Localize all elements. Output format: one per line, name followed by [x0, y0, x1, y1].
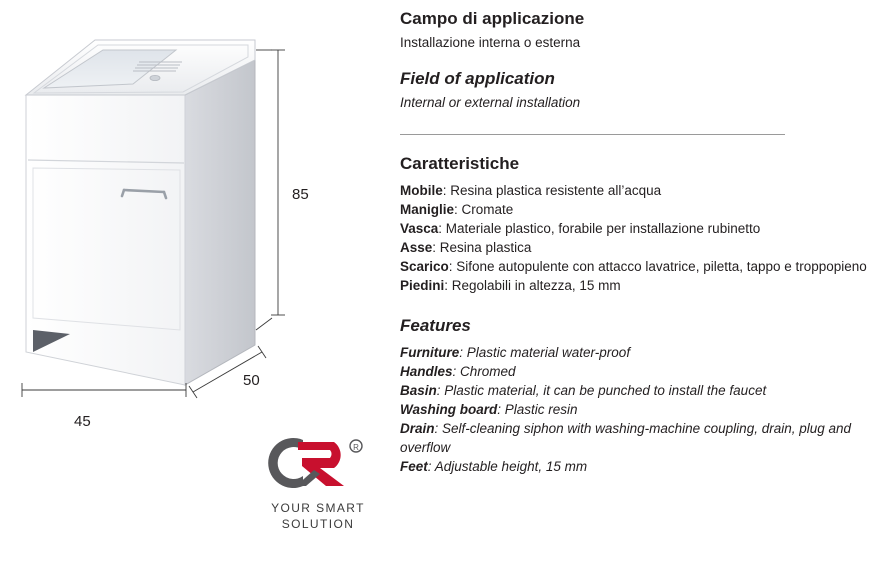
- features-title-it: Caratteristiche: [400, 154, 520, 173]
- list-item: [400, 343, 870, 362]
- application-text-it: Installazione interna o esterna: [400, 35, 581, 50]
- spec-key: Vasca: [400, 221, 439, 236]
- spec-value: : Resina plastica resistente all’acqua: [442, 183, 662, 198]
- brand-logo: [258, 432, 378, 531]
- list-item: [400, 276, 870, 295]
- spec-key: Drain: [400, 421, 435, 436]
- list-item: [400, 362, 870, 381]
- section-divider: [400, 134, 785, 135]
- list-item: [400, 181, 870, 200]
- list-item: [400, 381, 870, 400]
- spec-key: Asse: [400, 240, 433, 255]
- spec-value: : Self-cleaning siphon with washing-machine coupling, drain, plug and overflow: [400, 421, 852, 455]
- spec-key: Basin: [400, 383, 437, 398]
- spec-key: Scarico: [400, 259, 449, 274]
- spec-value: : Plastic resin: [497, 402, 578, 417]
- spec-value: : Regolabili in altezza, 15 mm: [444, 278, 621, 293]
- specifications-pane: [400, 0, 870, 572]
- cr-logo-icon: [258, 432, 378, 494]
- spec-value: : Materiale plastico, forabile per installazione rubinetto: [438, 221, 761, 236]
- spec-value: : Resina plastica: [432, 240, 532, 255]
- features-title-en: Features: [400, 316, 471, 335]
- application-title-it: Campo di applicazione: [400, 9, 585, 28]
- list-item: [400, 257, 870, 276]
- spec-key: Furniture: [400, 345, 460, 360]
- list-item: [400, 400, 870, 419]
- spec-value: : Sifone autopulente con attacco lavatrice, piletta, tappo e troppopieno: [448, 259, 867, 274]
- logo-tagline-line1: YOUR SMART: [271, 501, 365, 515]
- logo-tagline-line2: SOLUTION: [281, 517, 355, 531]
- dimension-width-label: 45: [74, 413, 91, 430]
- list-item: [400, 238, 870, 257]
- laundry-cabinet-illustration: [0, 0, 392, 440]
- spec-value: : Plastic material, it can be punched to install the faucet: [436, 383, 767, 398]
- product-illustration-pane: [0, 0, 392, 572]
- application-text-en: Internal or external installation: [400, 95, 581, 110]
- features-list-it: [400, 181, 870, 295]
- spec-value: : Cromate: [454, 202, 514, 217]
- spec-key: Mobile: [400, 183, 443, 198]
- spec-key: Handles: [400, 364, 453, 379]
- list-item: [400, 219, 870, 238]
- spec-key: Piedini: [400, 278, 445, 293]
- spec-value: : Chromed: [452, 364, 516, 379]
- list-item: [400, 457, 870, 476]
- application-title-en: Field of application: [400, 69, 555, 88]
- spec-key: Washing board: [400, 402, 498, 417]
- spec-value: : Plastic material water-proof: [459, 345, 631, 360]
- dimension-depth-label: 50: [243, 372, 260, 389]
- spec-key: Feet: [400, 459, 428, 474]
- dimension-height-label: 85: [292, 186, 309, 203]
- list-item: [400, 419, 870, 457]
- features-list-en: [400, 343, 870, 476]
- spec-value: : Adjustable height, 15 mm: [427, 459, 588, 474]
- list-item: [400, 200, 870, 219]
- spec-key: Maniglie: [400, 202, 455, 217]
- svg-text:R: R: [353, 443, 359, 452]
